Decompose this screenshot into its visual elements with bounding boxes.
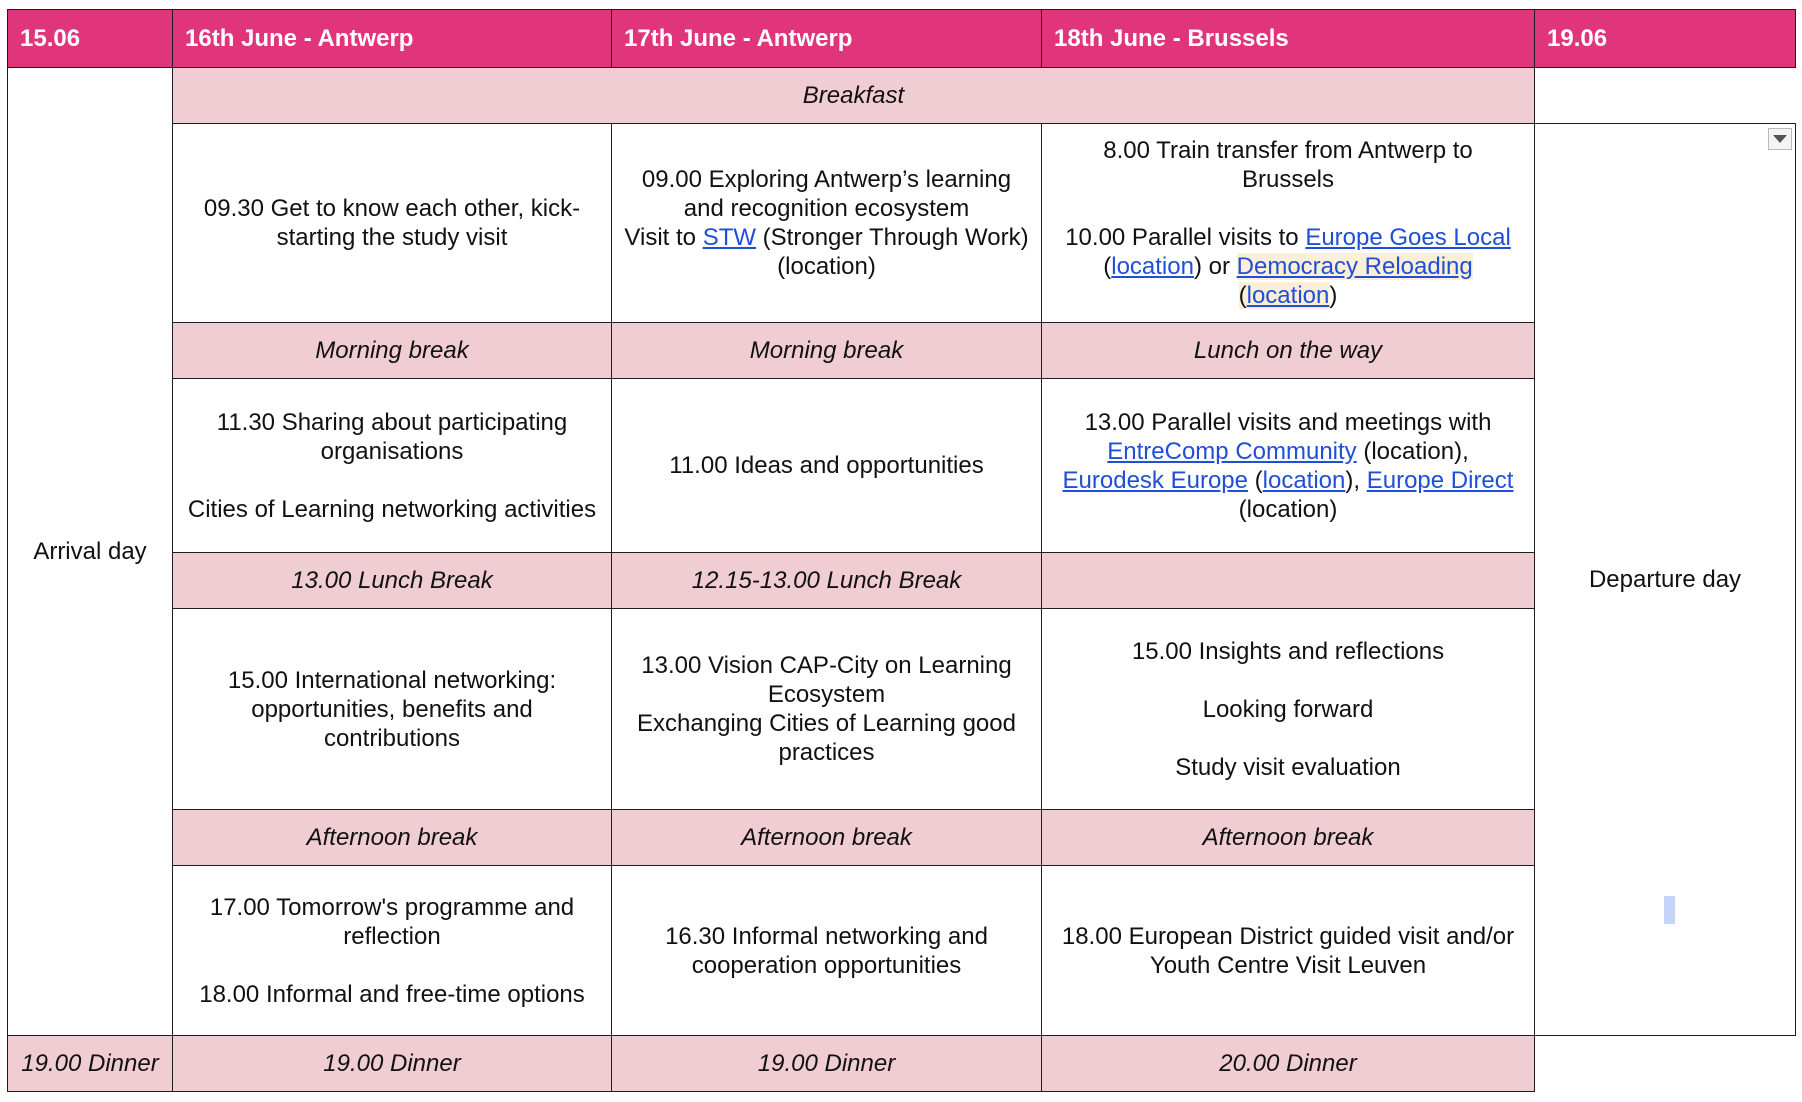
header-day-5-label: 19.06	[1547, 25, 1608, 52]
arrival-day-label: Arrival day	[33, 538, 147, 565]
header-day-2-label: 16th June - Antwerp	[185, 25, 414, 52]
d4-session-3-line-2: Looking forward	[1202, 695, 1374, 723]
d2-break-1-label: Morning break	[315, 337, 469, 364]
d3-session-2[interactable]	[611, 378, 1042, 553]
d2-dinner-label: 19.00 Dinner	[323, 1050, 461, 1077]
d3-session-1[interactable]	[611, 123, 1042, 323]
header-day-1-label: 15.06	[20, 25, 81, 52]
d1-dinner[interactable]	[7, 1035, 173, 1092]
democracy-reloading-link[interactable]: Democracy Reloading	[1236, 253, 1473, 280]
d4-paren-open-3: (	[1247, 466, 1263, 494]
d2-session-1-text: 09.30 Get to know each other, kick-starting the study visit	[203, 195, 581, 251]
d3-visit-text: Visit to	[624, 224, 703, 251]
d2-session-1[interactable]	[172, 123, 612, 323]
d3-dinner[interactable]	[611, 1035, 1042, 1092]
d3-session-4[interactable]	[611, 865, 1042, 1036]
d4-break-3-label: Afternoon break	[1202, 824, 1374, 851]
d2-session-4-line-2: 18.00 Informal and free-time options	[199, 980, 585, 1008]
d3-session-2-text: 11.00 Ideas and opportunities	[669, 452, 984, 479]
d4-break-1-label: Lunch on the way	[1193, 337, 1383, 364]
d3-session-1-line-2	[624, 223, 1029, 252]
d4-paren-close-2: )	[1329, 282, 1338, 309]
departure-day-label: Departure day	[1588, 566, 1742, 593]
header-day-4[interactable]	[1041, 9, 1535, 68]
d4-session-4-text: 18.00 European District guided visit and/or Youth Centre Visit Leuven	[1061, 922, 1515, 979]
europe-direct-link[interactable]: Europe Direct	[1366, 466, 1514, 494]
breakfast-cell[interactable]	[172, 67, 1535, 124]
d4-break-3[interactable]	[1041, 809, 1535, 866]
d4-session-1-line-2	[1054, 223, 1522, 310]
d2-session-2-line-2: Cities of Learning networking activities	[187, 495, 597, 523]
eurodesk-europe-link[interactable]: Eurodesk Europe	[1062, 466, 1248, 494]
d3-session-1-line-3: (location)	[777, 253, 876, 280]
d2-session-4[interactable]	[172, 865, 612, 1036]
d2-session-4-line-1: 17.00 Tomorrow's programme and reflection	[209, 893, 575, 950]
d2-break-2-label: 13.00 Lunch Break	[291, 567, 493, 594]
header-day-1[interactable]	[7, 9, 173, 68]
header-day-3[interactable]	[611, 9, 1042, 68]
d3-session-1-line-1: 09.00 Exploring Antwerp’s learning and recognition ecosystem	[641, 166, 1012, 222]
d4-loc-text-1: (location),	[1356, 437, 1469, 465]
header-day-3-label: 17th June - Antwerp	[624, 25, 853, 52]
location-link-3[interactable]: location	[1262, 466, 1346, 494]
arrival-day-cell[interactable]	[7, 67, 173, 1036]
d3-visit-desc: (Stronger Through Work)	[756, 224, 1029, 251]
d2-session-2-line-1: 11.30 Sharing about participating organisations	[216, 408, 568, 465]
location-link-1[interactable]: location	[1111, 253, 1194, 280]
d3-dinner-label: 19.00 Dinner	[757, 1050, 896, 1077]
location-link-2[interactable]: location	[1246, 282, 1330, 309]
header-day-5[interactable]	[1534, 9, 1796, 68]
d4-break-2[interactable]	[1041, 552, 1535, 609]
d4-break-1[interactable]	[1041, 322, 1535, 379]
selection-marker	[1664, 896, 1675, 924]
d3-session-4-text: 16.30 Informal networking and cooperation opportunities	[665, 922, 988, 979]
d2-break-3[interactable]	[172, 809, 612, 866]
d4-session-1[interactable]	[1041, 123, 1535, 323]
d2-session-2[interactable]	[172, 378, 612, 553]
d2-break-2[interactable]	[172, 552, 612, 609]
d4-session-2[interactable]	[1041, 378, 1535, 553]
d4-meetings-text: 13.00 Parallel visits and meetings with	[1084, 408, 1492, 436]
d2-session-3[interactable]	[172, 608, 612, 810]
stw-link[interactable]: STW	[702, 224, 757, 251]
d4-session-1-line-1: 8.00 Train transfer from Antwerp to Brussels	[1103, 137, 1473, 193]
d4-paren-open-1: (	[1103, 253, 1112, 280]
header-day-4-label: 18th June - Brussels	[1054, 25, 1289, 52]
d4-loc-text-2: (location)	[1238, 495, 1338, 523]
chevron-down-icon[interactable]	[1768, 128, 1792, 150]
d1-dinner-label: 19.00 Dinner	[21, 1050, 159, 1077]
d4-paren-open-2: (	[1238, 282, 1247, 309]
d4-session-3-line-1: 15.00 Insights and reflections	[1131, 637, 1445, 665]
d4-session-2-text	[1054, 408, 1522, 524]
d4-paren-close-3: ),	[1345, 466, 1367, 494]
d4-dinner[interactable]	[1041, 1035, 1535, 1092]
d3-break-2-label: 12.15-13.00 Lunch Break	[691, 567, 962, 594]
breakfast-label: Breakfast	[802, 82, 905, 109]
d4-session-4[interactable]	[1041, 865, 1535, 1036]
entrecomp-community-link[interactable]: EntreComp Community	[1107, 437, 1357, 465]
d2-session-3-text: 15.00 International networking: opportunities, benefits and contributions	[227, 666, 557, 752]
d3-session-3[interactable]	[611, 608, 1042, 810]
d3-break-1-label: Morning break	[749, 337, 904, 364]
d4-dinner-label: 20.00 Dinner	[1219, 1050, 1357, 1077]
d4-session-3-line-3: Study visit evaluation	[1175, 753, 1401, 781]
d2-break-3-label: Afternoon break	[306, 824, 478, 851]
d3-break-2[interactable]	[611, 552, 1042, 609]
d3-break-3-label: Afternoon break	[741, 824, 912, 851]
d3-session-3-line-1: 13.00 Vision CAP-City on Learning Ecosystem	[641, 652, 1012, 708]
d4-visits-text: 10.00 Parallel visits to	[1065, 224, 1306, 251]
d2-break-1[interactable]	[172, 322, 612, 379]
europe-goes-local-link[interactable]: Europe Goes Local	[1305, 224, 1511, 251]
d4-session-3[interactable]	[1041, 608, 1535, 810]
d2-dinner[interactable]	[172, 1035, 612, 1092]
header-day-2[interactable]	[172, 9, 612, 68]
d4-or-text: ) or	[1193, 253, 1237, 280]
d3-session-3-line-2: Exchanging Cities of Learning good practices	[637, 710, 1016, 766]
d3-break-1[interactable]	[611, 322, 1042, 379]
d3-break-3[interactable]	[611, 809, 1042, 866]
